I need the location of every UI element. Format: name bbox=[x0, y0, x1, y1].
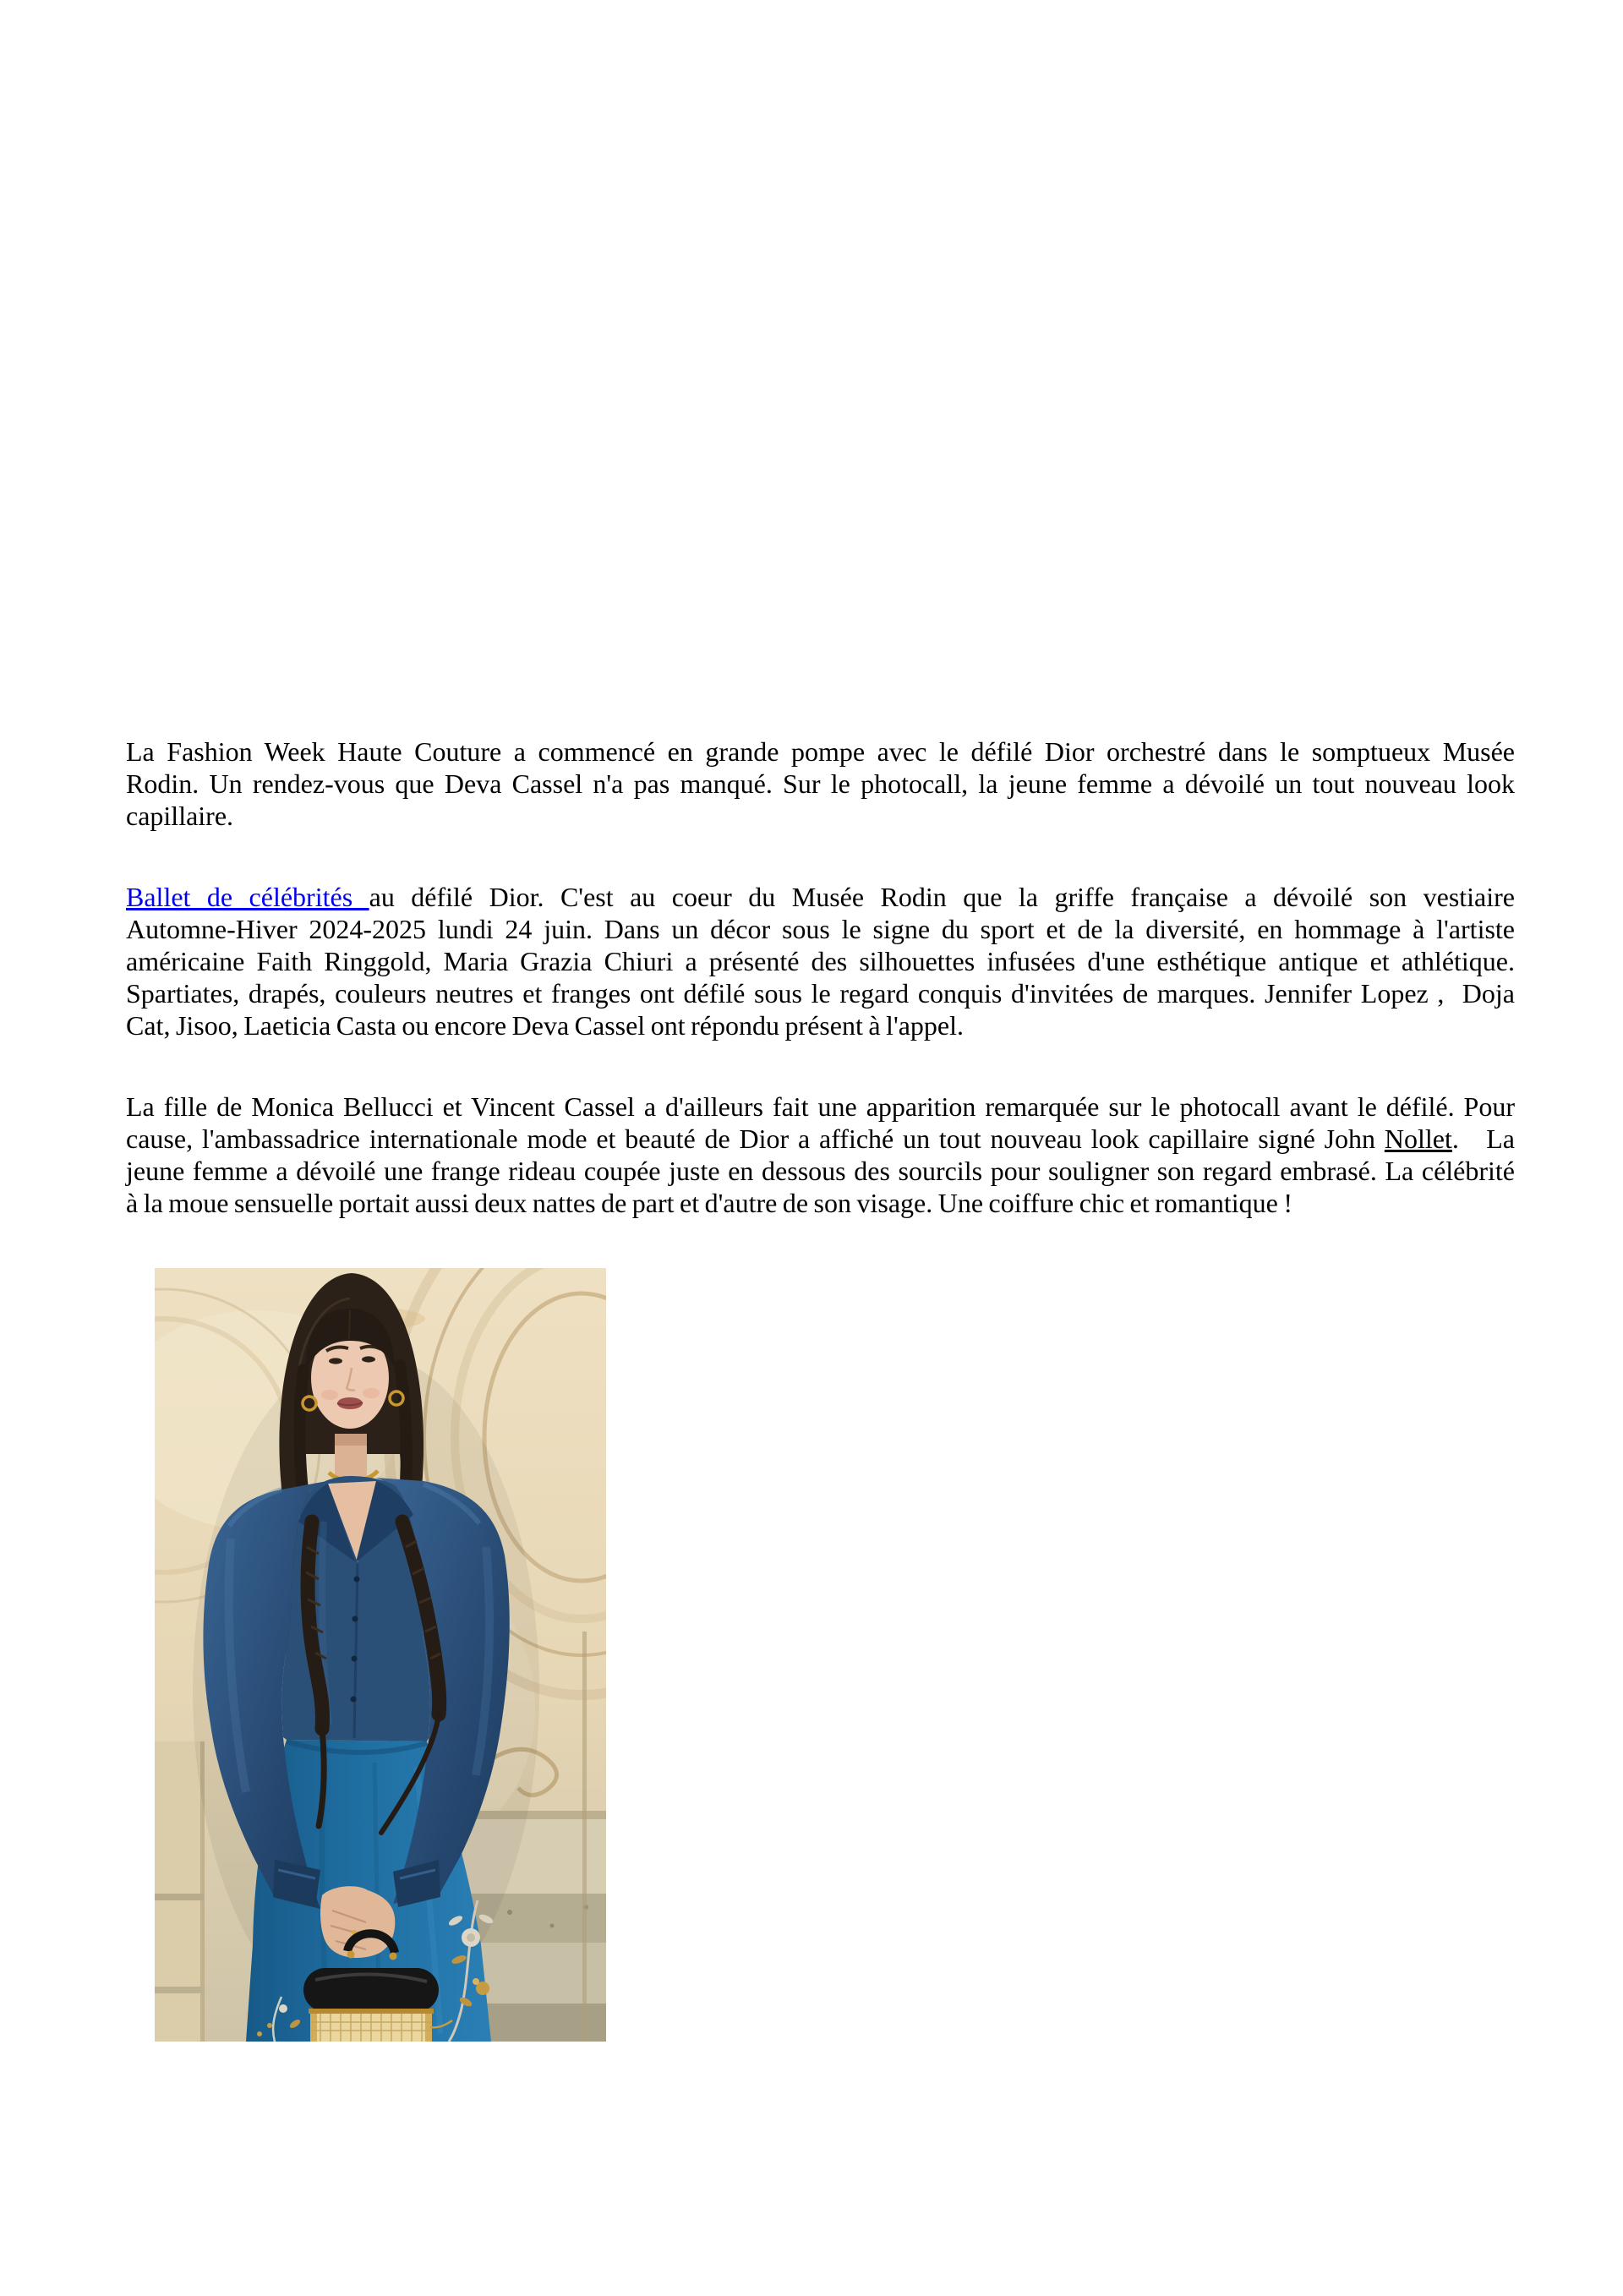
eye bbox=[329, 1358, 342, 1364]
text-segment: La Fashion Week Haute Couture a commencé en grande pompe avec le défilé Dior orchestré dans le somptueux Musée bbox=[126, 736, 1515, 767]
text-line bbox=[126, 913, 1515, 945]
text-line bbox=[126, 1123, 1515, 1155]
text-segment: au défilé Dior. C'est au coeur du Musée Rodin que la griffe française a dévoilé son vestiaire bbox=[369, 882, 1516, 912]
text-segment: à la moue sensuelle portait aussi deux nattes de part et d'autre de son visage. Une coiffure chic et romantique ! bbox=[126, 1188, 1293, 1218]
eye bbox=[362, 1356, 375, 1362]
text-line bbox=[126, 945, 1515, 977]
stone-column bbox=[155, 1741, 205, 2042]
text-line bbox=[126, 800, 1515, 832]
text-line bbox=[126, 735, 1515, 768]
article-body bbox=[126, 735, 1515, 1219]
text-segment: La fille de Monica Bellucci et Vincent Cassel a d'ailleurs fait une apparition remarquée sur le photocall avant le défilé. Pour bbox=[126, 1091, 1515, 1122]
text-segment: Automne-Hiver 2024-2025 lundi 24 juin. Dans un décor sous le signe du sport et de la diversité, en hommage à l'artiste bbox=[126, 914, 1515, 944]
text-line bbox=[126, 1091, 1515, 1123]
text-line bbox=[126, 1009, 1515, 1041]
photo-figure bbox=[155, 1268, 606, 2042]
text-segment: cause, l'ambassadrice internationale mode et beauté de Dior a affiché un tout nouveau look capillaire signé John bbox=[126, 1123, 1385, 1154]
text-segment: Cat, Jisoo, Laeticia Casta ou encore Deva Cassel ont répondu présent à l'appel. bbox=[126, 1010, 964, 1041]
text-line bbox=[126, 977, 1515, 1009]
paragraph-1 bbox=[126, 735, 1515, 832]
text-segment: américaine Faith Ringgold, Maria Grazia Chiuri a présenté des silhouettes infusées d'une esthétique antique et athlétique. bbox=[126, 946, 1515, 976]
underlined-text: Nollet bbox=[1384, 1123, 1452, 1154]
text-segment: capillaire. bbox=[126, 801, 234, 831]
text-segment: . La bbox=[1451, 1123, 1516, 1154]
text-segment: jeune femme a dévoilé une frange rideau coupée juste en dessous des sourcils pour souligner son regard embrasé. La célébrité bbox=[126, 1156, 1515, 1186]
text-line bbox=[126, 1187, 1515, 1219]
text-segment: Rodin. Un rendez-vous que Deva Cassel n'a pas manqué. Sur le photocall, la jeune femme a dévoilé un tout nouveau look bbox=[126, 768, 1515, 799]
photo-deva-cassel bbox=[155, 1268, 606, 2042]
text-line bbox=[126, 768, 1515, 800]
text-line bbox=[126, 1155, 1515, 1187]
paragraph-3 bbox=[126, 1091, 1515, 1219]
ballet-de-celebrites-link[interactable]: Ballet de célébrités bbox=[126, 882, 369, 912]
paragraph-2 bbox=[126, 881, 1515, 1041]
text-line bbox=[126, 881, 1515, 913]
document-content bbox=[126, 735, 1515, 2042]
text-segment: Spartiates, drapés, couleurs neutres et franges ont défilé sous le regard conquis d'invitées de marques. Jennifer Lopez , Doja bbox=[126, 978, 1515, 1009]
